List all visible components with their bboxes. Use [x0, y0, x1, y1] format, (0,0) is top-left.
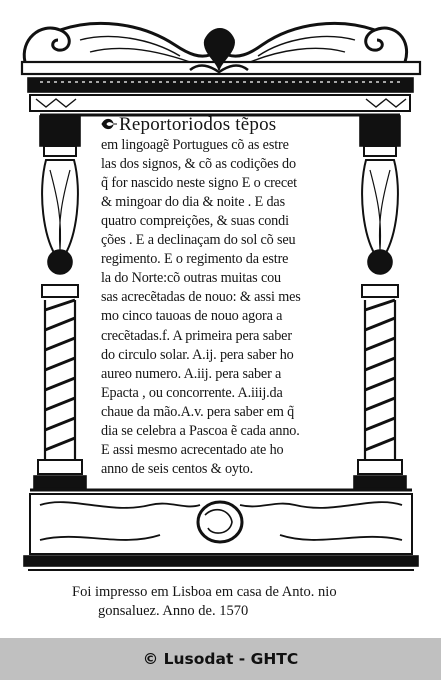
body-line: la do Norte:cõ outras muitas cou — [101, 270, 281, 287]
body-line: q̃ for nascido neste signo E o crecet — [101, 175, 297, 192]
body-line: do circulo solar. A.ij. pera saber ho — [101, 346, 294, 363]
imprint-line: gonsaluez. Anno de. 1570 — [98, 603, 249, 619]
title-word: Reportorio — [119, 114, 204, 135]
body-line: E assi mesmo acrecentado ate ho — [101, 441, 284, 458]
body-line: & mingoar do dia & noite . E das — [101, 194, 285, 211]
body-line: ções . E a declinaçam do sol cõ seu — [101, 232, 296, 249]
body-line: Epacta , ou concorrente. A.iiij.da — [101, 384, 283, 401]
imprint-line: Foi impresso em Lisboa em casa de Anto. nio — [72, 584, 337, 600]
body-line: mo cinco tauoas de nouo agora a — [101, 308, 283, 325]
left-column — [34, 116, 86, 488]
imprint — [72, 583, 412, 621]
body-line: dia se celebra a Pascoa ẽ cada anno. — [101, 422, 300, 439]
title-rest: dos tẽpos — [203, 114, 277, 135]
right-column — [354, 116, 406, 488]
top-scroll-ornament — [24, 23, 406, 72]
title-page-text — [101, 115, 351, 479]
body-line: em lingoagẽ Portugues cõ as estre — [101, 137, 289, 154]
credit-bar — [0, 638, 441, 680]
body-line: crecẽtadas.f. A primeira pera saber — [101, 327, 292, 344]
title-line — [101, 115, 351, 136]
body-line: las dos signos, & cõ as codições do — [101, 156, 296, 173]
base-ornament — [24, 490, 418, 570]
body-line: aureo numero. A.iij. pera saber a — [101, 365, 282, 382]
body-line: regimento. E o regimento da estre — [101, 251, 289, 268]
body-line: quatro compreições, & suas condi — [101, 213, 289, 230]
body-line: anno de seis centos & oyto. — [101, 460, 253, 477]
body-line: chaue da mão.A.v. pera saber em q̃ — [101, 403, 295, 420]
fleuron-icon — [101, 117, 119, 136]
credit-text: © Lusodat - GHTC — [142, 650, 299, 668]
body-line: sas acrecẽtadas de nouo: & assi mes — [101, 289, 301, 306]
